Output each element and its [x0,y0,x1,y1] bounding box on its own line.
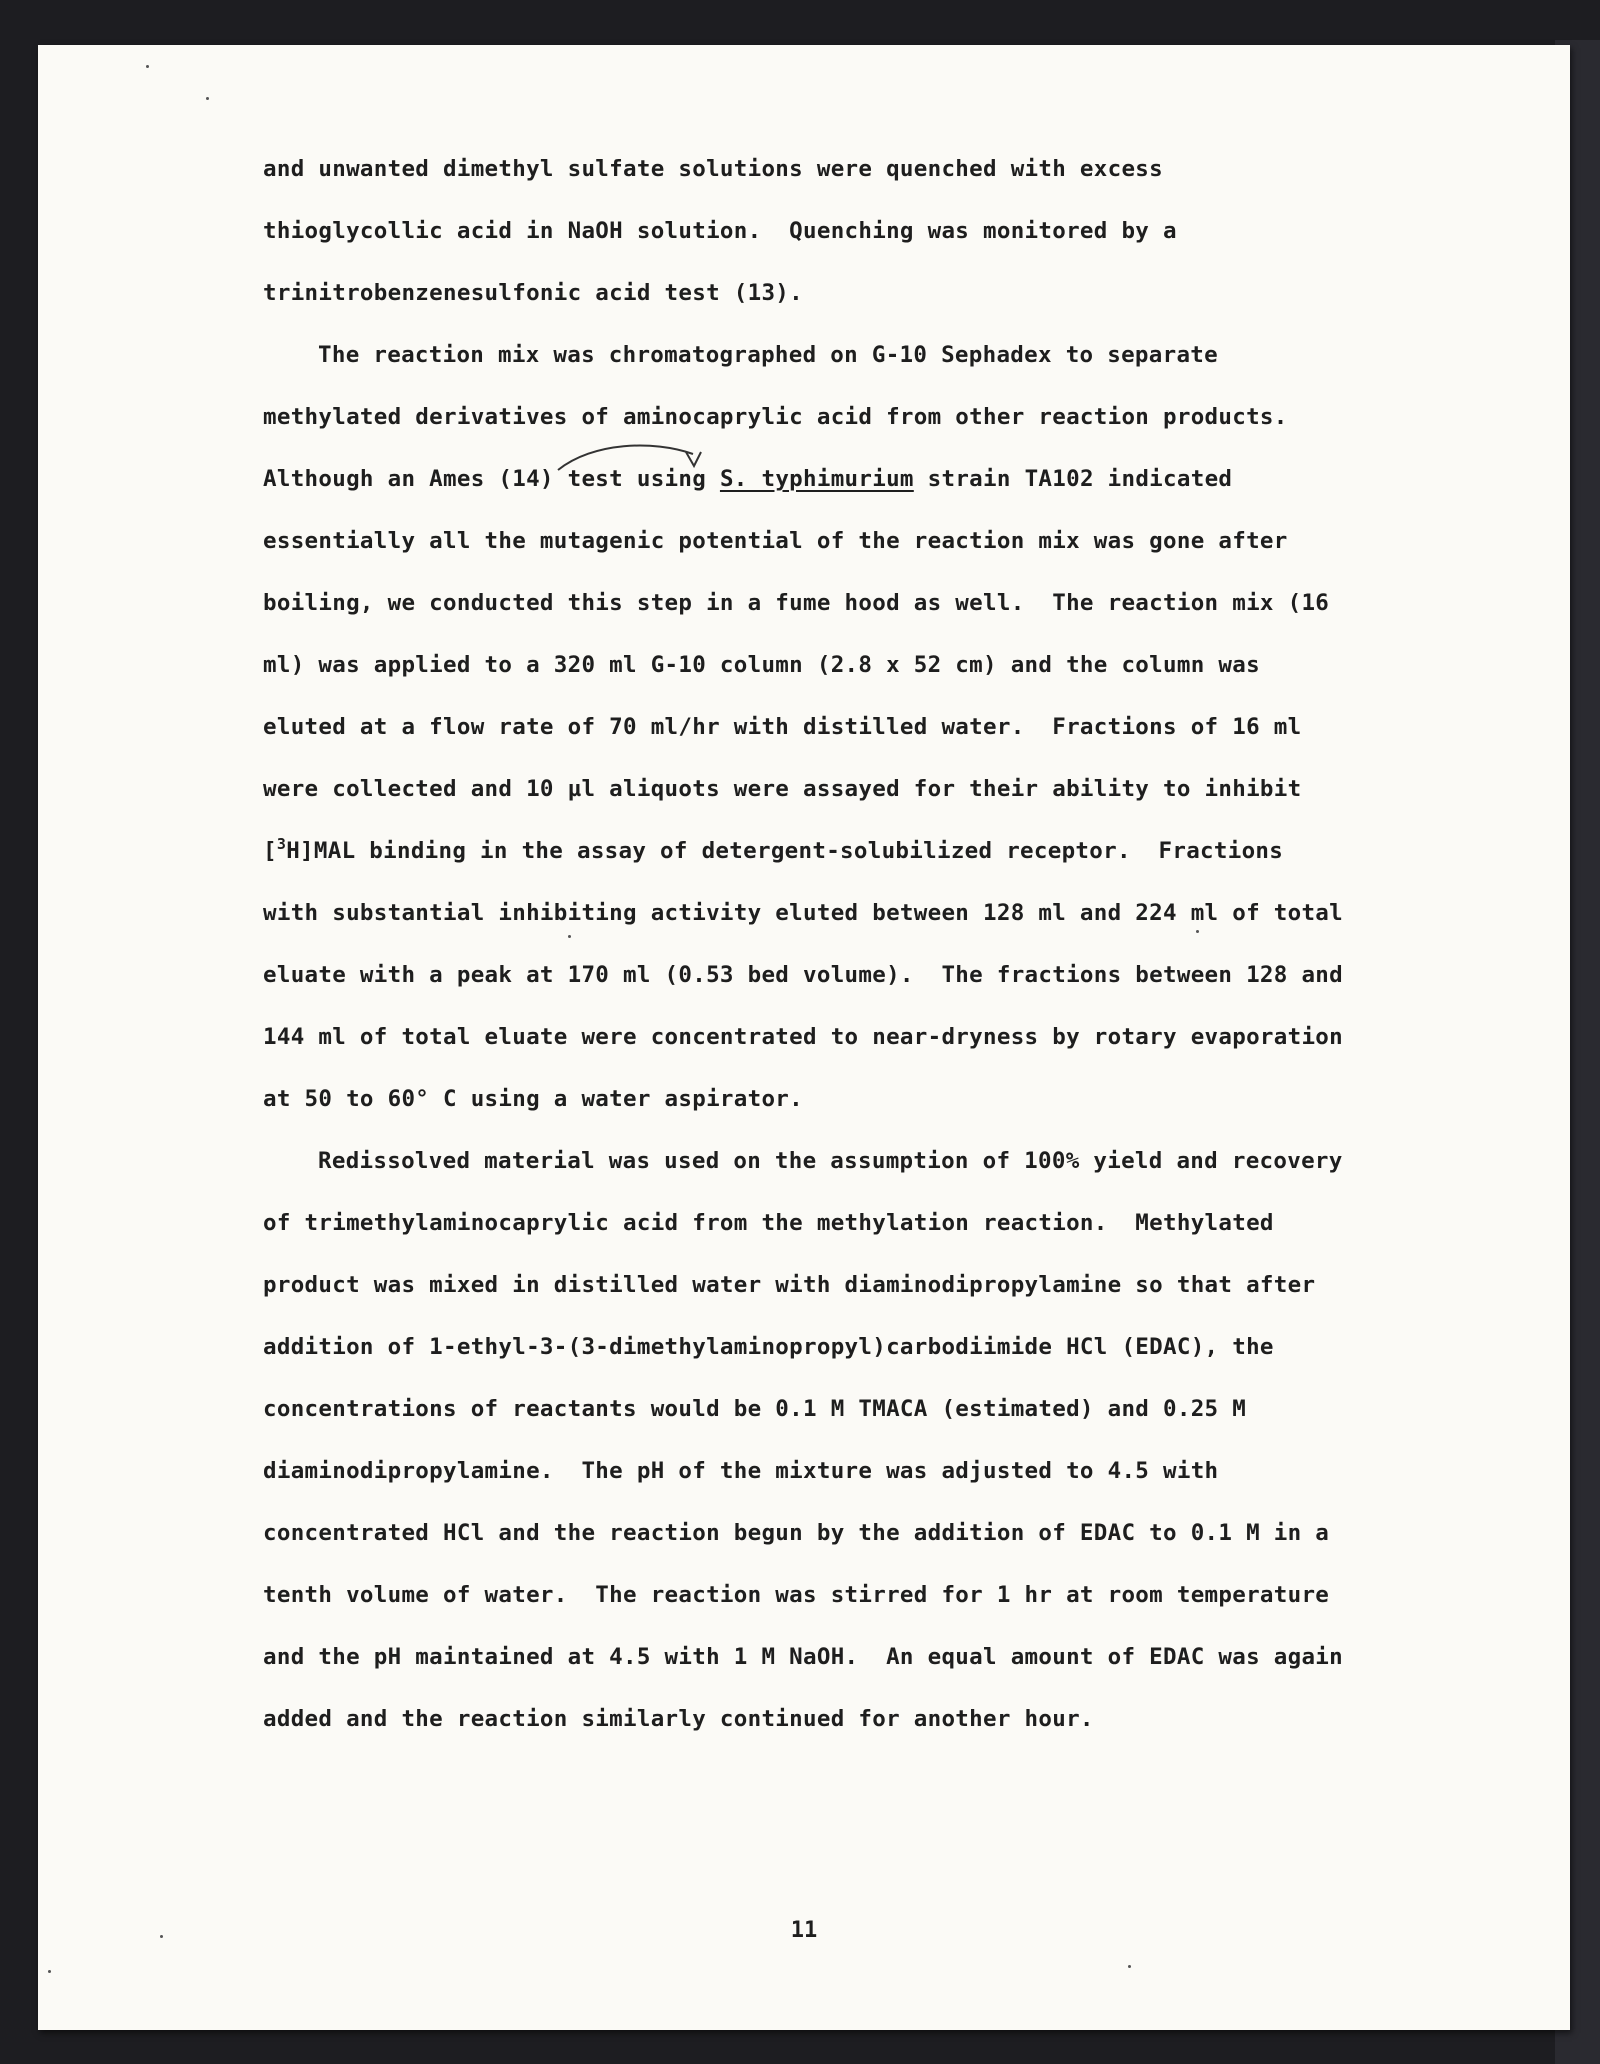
text-line-7: essentially all the mutagenic potential of the reaction mix was gone after [263,528,1288,554]
text-line-10: eluted at a flow rate of 70 ml/hr with distilled water. Fractions of 16 ml [263,714,1302,740]
text-line-13: with substantial inhibiting activity eluted between 128 ml and 224 ml of total [263,900,1343,926]
text-line-20: addition of 1-ethyl-3-(3-dimethylaminopropyl)carbodiimide HCl (EDAC), the [263,1334,1274,1360]
text-line-3: trinitrobenzenesulfonic acid test (13). [263,280,803,306]
paper-speck [146,65,149,68]
text-line-4: The reaction mix was chromatographed on G-10 Sephadex to separate [318,342,1218,368]
text-line-23: concentrated HCl and the reaction begun by the addition of EDAC to 0.1 M in a [263,1520,1330,1546]
text-line-17: Redissolved material was used on the assumption of 100% yield and recovery [318,1148,1343,1174]
text-line-6-start: Although an Ames (14) test using [263,466,720,492]
text-line-11: were collected and 10 µl aliquots were assayed for their ability to inhibit [263,776,1302,802]
text-line-22: diaminodipropylamine. The pH of the mixture was adjusted to 4.5 with [263,1458,1219,1484]
text-line-15: 144 ml of total eluate were concentrated to near-dryness by rotary evaporation [263,1024,1343,1050]
text-line-12 [263,835,1283,867]
text-line-18: of trimethylaminocaprylic acid from the methylation reaction. Methylated [263,1210,1274,1236]
text-line-12-start: [ [263,838,277,864]
text-line-24: tenth volume of water. The reaction was stirred for 1 hr at room temperature [263,1582,1330,1608]
handwritten-arrow-icon [553,440,713,480]
paper-speck [48,1970,51,1973]
text-line-6-end: strain TA102 indicated [913,466,1233,492]
paper-speck [1196,930,1199,933]
text-line-12-end: H]MAL binding in the assay of detergent-solubilized receptor. Fractions [286,838,1284,864]
text-line-25: and the pH maintained at 4.5 with 1 M NaOH. An equal amount of EDAC was again [263,1644,1343,1670]
text-line-14: eluate with a peak at 170 ml (0.53 bed volume). The fractions between 128 and [263,962,1343,988]
paper-speck [160,1935,163,1938]
text-line-1: and unwanted dimethyl sulfate solutions were quenched with excess [263,156,1163,182]
text-line-8: boiling, we conducted this step in a fume hood as well. The reaction mix (16 [263,590,1330,616]
organism-name: S. typhimurium [719,466,914,492]
text-line-5: methylated derivatives of aminocaprylic acid from other reaction products. [263,404,1288,430]
text-line-21: concentrations of reactants would be 0.1 M TMACA (estimated) and 0.25 M [263,1396,1247,1422]
text-line-16: at 50 to 60° C using a water aspirator. [263,1086,803,1112]
text-line-19: product was mixed in distilled water with diaminodipropylamine so that after [263,1272,1316,1298]
text-line-6 [263,463,1232,495]
paper-speck [568,935,571,938]
page-number: 11 [790,1918,818,1943]
document-page [38,45,1570,2030]
text-line-9: ml) was applied to a 320 ml G-10 column (2.8 x 52 cm) and the column was [263,652,1260,678]
text-line-26: added and the reaction similarly continued for another hour. [263,1706,1094,1732]
paper-speck [206,97,209,100]
isotope-superscript: 3 [276,835,287,853]
text-line-2: thioglycollic acid in NaOH solution. Quenching was monitored by a [263,218,1177,244]
paper-speck [1128,1965,1131,1968]
